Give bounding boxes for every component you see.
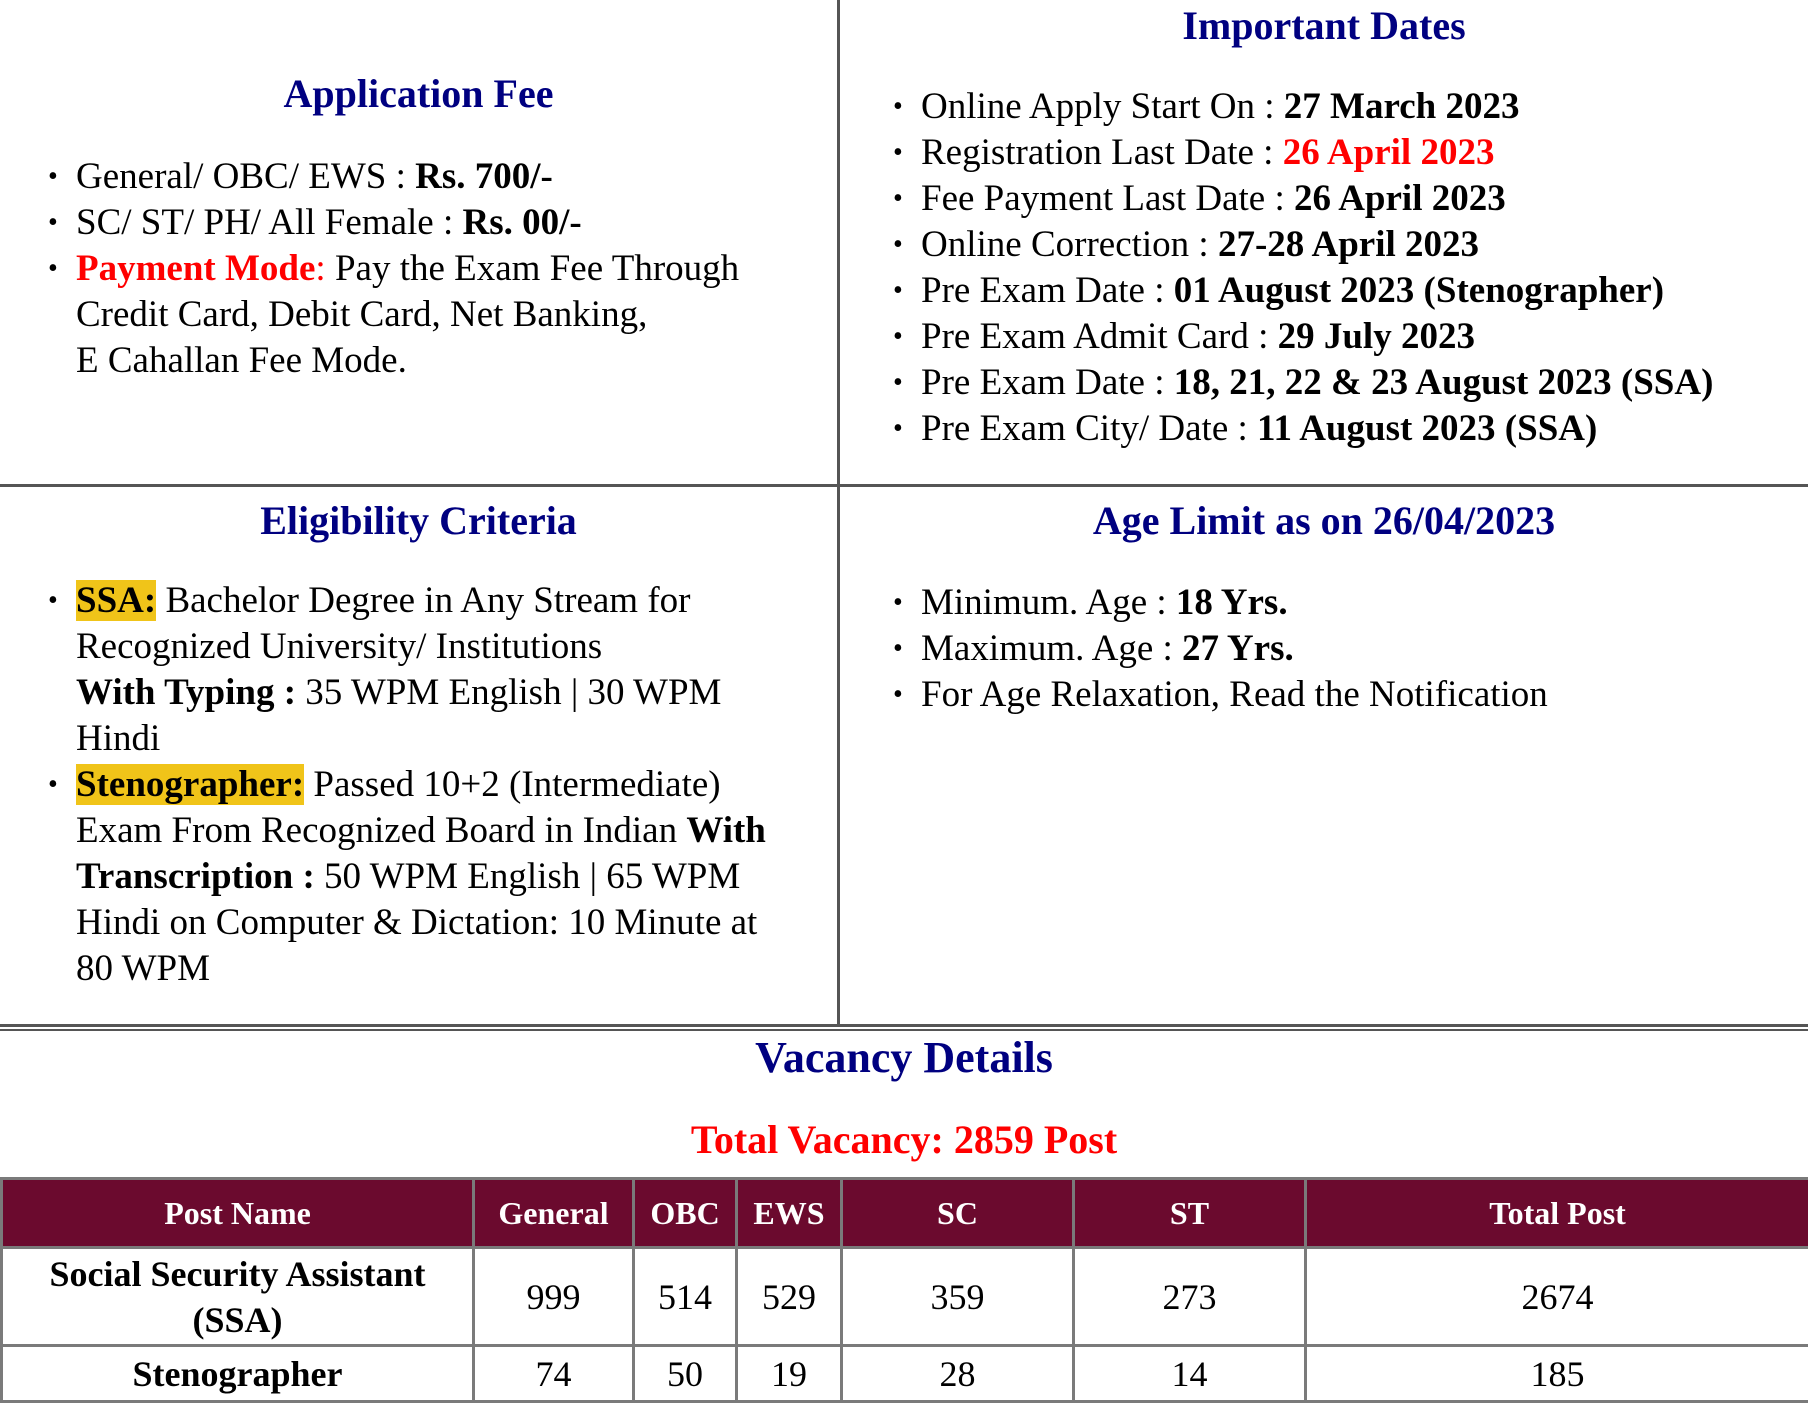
table-header-row bbox=[2, 1179, 1808, 1248]
table-row bbox=[2, 1248, 1808, 1346]
ssa-highlight: SSA: bbox=[76, 580, 156, 621]
list-item: • Fee Payment Last Date : 26 April 2023 bbox=[921, 176, 1806, 222]
header-sc: SC bbox=[842, 1179, 1074, 1248]
application-fee-title: Application Fee bbox=[0, 70, 837, 117]
total-cell: 185 bbox=[1306, 1346, 1808, 1402]
stenographer-highlight: Stenographer: bbox=[76, 764, 304, 805]
important-dates-title: Important Dates bbox=[840, 2, 1808, 49]
list-item: • Payment Mode: Pay the Exam Fee Through Credit Card, Debit Card, Net Banking, E Cahallan Fee Mode. bbox=[76, 246, 836, 384]
age-limit-list bbox=[921, 580, 1806, 718]
header-total-post: Total Post bbox=[1306, 1179, 1808, 1248]
list-item: • For Age Relaxation, Read the Notification bbox=[921, 672, 1806, 718]
list-item: • Stenographer: Passed 10+2 (Intermediate) Exam From Recognized Board in Indian With Transcription : 50 WPM English | 65 WPM Hindi on Computer & Dictation: 10 Minute at 80 WPM bbox=[76, 762, 836, 992]
horizontal-divider-top bbox=[0, 484, 1808, 487]
list-item: • SSA: Bachelor Degree in Any Stream for Recognized University/ Institutions With Typing : 35 WPM English | 30 WPM Hindi bbox=[76, 578, 836, 762]
st-cell: 273 bbox=[1074, 1248, 1306, 1346]
list-item: • Minimum. Age : 18 Yrs. bbox=[921, 580, 1806, 626]
vacancy-table bbox=[0, 1177, 1808, 1403]
list-item: • Online Correction : 27-28 April 2023 bbox=[921, 222, 1806, 268]
application-fee-list bbox=[76, 154, 836, 384]
post-name-cell: Stenographer bbox=[2, 1346, 474, 1402]
eligibility-list bbox=[76, 578, 836, 992]
list-item: • Pre Exam Date : 01 August 2023 (Stenographer) bbox=[921, 268, 1806, 314]
list-item: • Maximum. Age : 27 Yrs. bbox=[921, 626, 1806, 672]
list-item: • Pre Exam Admit Card : 29 July 2023 bbox=[921, 314, 1806, 360]
vacancy-details-title: Vacancy Details bbox=[0, 1032, 1808, 1083]
age-limit-title: Age Limit as on 26/04/2023 bbox=[840, 497, 1808, 544]
table-row bbox=[2, 1346, 1808, 1402]
list-item: • General/ OBC/ EWS : Rs. 700/- bbox=[76, 154, 836, 200]
horizontal-divider-bottom-2 bbox=[0, 1029, 1808, 1031]
obc-cell: 514 bbox=[634, 1248, 737, 1346]
header-post-name: Post Name bbox=[2, 1179, 474, 1248]
header-obc: OBC bbox=[634, 1179, 737, 1248]
list-item: • Pre Exam City/ Date : 11 August 2023 (SSA) bbox=[921, 406, 1806, 452]
st-cell: 14 bbox=[1074, 1346, 1306, 1402]
header-ews: EWS bbox=[737, 1179, 842, 1248]
list-item: • Online Apply Start On : 27 March 2023 bbox=[921, 84, 1806, 130]
obc-cell: 50 bbox=[634, 1346, 737, 1402]
sc-cell: 28 bbox=[842, 1346, 1074, 1402]
ews-cell: 529 bbox=[737, 1248, 842, 1346]
total-cell: 2674 bbox=[1306, 1248, 1808, 1346]
post-name-cell: Social Security Assistant (SSA) bbox=[2, 1248, 474, 1346]
list-item: • SC/ ST/ PH/ All Female : Rs. 00/- bbox=[76, 200, 836, 246]
important-dates-list bbox=[921, 84, 1806, 452]
general-cell: 999 bbox=[474, 1248, 634, 1346]
general-cell: 74 bbox=[474, 1346, 634, 1402]
sc-cell: 359 bbox=[842, 1248, 1074, 1346]
horizontal-divider-bottom bbox=[0, 1024, 1808, 1027]
eligibility-criteria-title: Eligibility Criteria bbox=[0, 497, 837, 544]
header-general: General bbox=[474, 1179, 634, 1248]
header-st: ST bbox=[1074, 1179, 1306, 1248]
list-item: • Registration Last Date : 26 April 2023 bbox=[921, 130, 1806, 176]
list-item: • Pre Exam Date : 18, 21, 22 & 23 August 2023 (SSA) bbox=[921, 360, 1806, 406]
total-vacancy: Total Vacancy: 2859 Post bbox=[0, 1116, 1808, 1163]
ews-cell: 19 bbox=[737, 1346, 842, 1402]
